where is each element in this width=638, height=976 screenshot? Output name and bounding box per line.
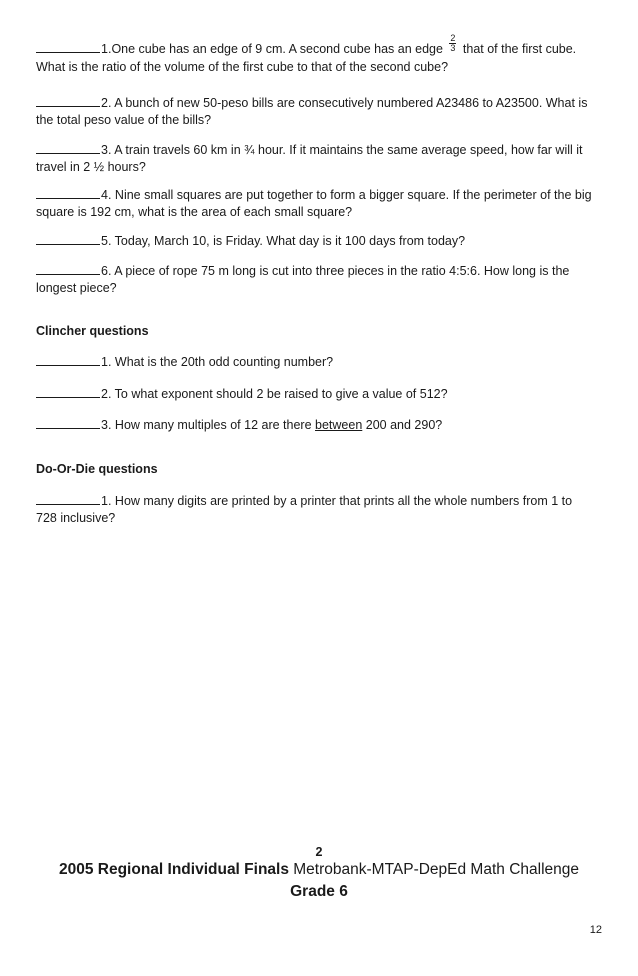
- question-text: A bunch of new 50-peso bills are consecutively numbered A23486 to A23500. What is the total peso value of the bills?: [36, 96, 588, 127]
- question-1: [36, 33, 596, 76]
- answer-blank[interactable]: [36, 353, 100, 366]
- question-text: One cube has an edge of 9 cm. A second cube has an edge: [111, 42, 447, 56]
- question-text-cont: 200 and 290?: [362, 418, 443, 432]
- question-6: [36, 262, 596, 297]
- answer-blank[interactable]: [36, 94, 100, 107]
- question-4: [36, 186, 596, 221]
- contest-title: [0, 861, 638, 879]
- question-number: 1.: [101, 494, 112, 508]
- answer-blank[interactable]: [36, 262, 100, 275]
- clincher-question-2: [36, 385, 596, 403]
- question-number: 1.: [101, 355, 112, 369]
- question-3: [36, 141, 596, 176]
- question-number: 2.: [101, 387, 112, 401]
- section-page-marker: 2: [315, 845, 323, 859]
- answer-blank[interactable]: [36, 232, 100, 245]
- answer-blank[interactable]: [36, 141, 100, 154]
- answer-blank[interactable]: [36, 186, 100, 199]
- question-number: 5.: [101, 234, 112, 248]
- answer-blank[interactable]: [36, 416, 100, 429]
- question-number: 4.: [101, 188, 112, 202]
- clincher-heading: Clincher questions: [36, 324, 149, 338]
- answer-blank[interactable]: [36, 40, 100, 53]
- question-text: Today, March 10, is Friday. What day is it 100 days from today?: [111, 234, 466, 248]
- question-number: 3.: [101, 143, 112, 157]
- question-number: 3.: [101, 418, 112, 432]
- question-text: To what exponent should 2 be raised to give a value of 512?: [111, 387, 448, 401]
- question-text: A piece of rope 75 m long is cut into three pieces in the ratio 4:5:6. How long is the longest piece?: [36, 264, 570, 295]
- underlined-word: between: [315, 418, 363, 432]
- question-number: 6.: [101, 264, 112, 278]
- clincher-question-1: [36, 353, 596, 371]
- clincher-question-3: [36, 416, 596, 434]
- question-text: Nine small squares are put together to form a bigger square. If the perimeter of the big square is 192 cm, what is the area of each small square?: [36, 188, 592, 219]
- question-2: [36, 94, 596, 129]
- question-5: [36, 232, 596, 250]
- page-number: 12: [589, 924, 602, 936]
- answer-blank[interactable]: [36, 385, 100, 398]
- do-or-die-heading: Do-Or-Die questions: [36, 462, 158, 476]
- grade-text: Grade 6: [290, 883, 348, 900]
- fraction: $\frac{2}{3}$: [450, 33, 456, 54]
- do-or-die-question-1: [36, 492, 596, 527]
- question-number: 1.: [101, 42, 112, 56]
- question-text: What is the 20th odd counting number?: [111, 355, 334, 369]
- question-number: 2.: [101, 96, 112, 110]
- contest-title-normal: Metrobank-MTAP-DepEd Math Challenge: [288, 861, 580, 878]
- question-text: How many multiples of 12 are there: [111, 418, 316, 432]
- contest-title-bold: 2005 Regional Individual Finals: [58, 861, 289, 878]
- question-text: A train travels 60 km in ¾ hour. If it maintains the same average speed, how far will it travel in 2 ½ hours?: [36, 143, 583, 174]
- question-text: How many digits are printed by a printer that prints all the whole numbers from 1 to 728 inclusive?: [36, 494, 573, 525]
- grade-label: [0, 883, 638, 901]
- answer-blank[interactable]: [36, 492, 100, 505]
- question-text-cont: that of the first cube. What is the ratio of the volume of the first cube to that of the second cube?: [36, 42, 577, 75]
